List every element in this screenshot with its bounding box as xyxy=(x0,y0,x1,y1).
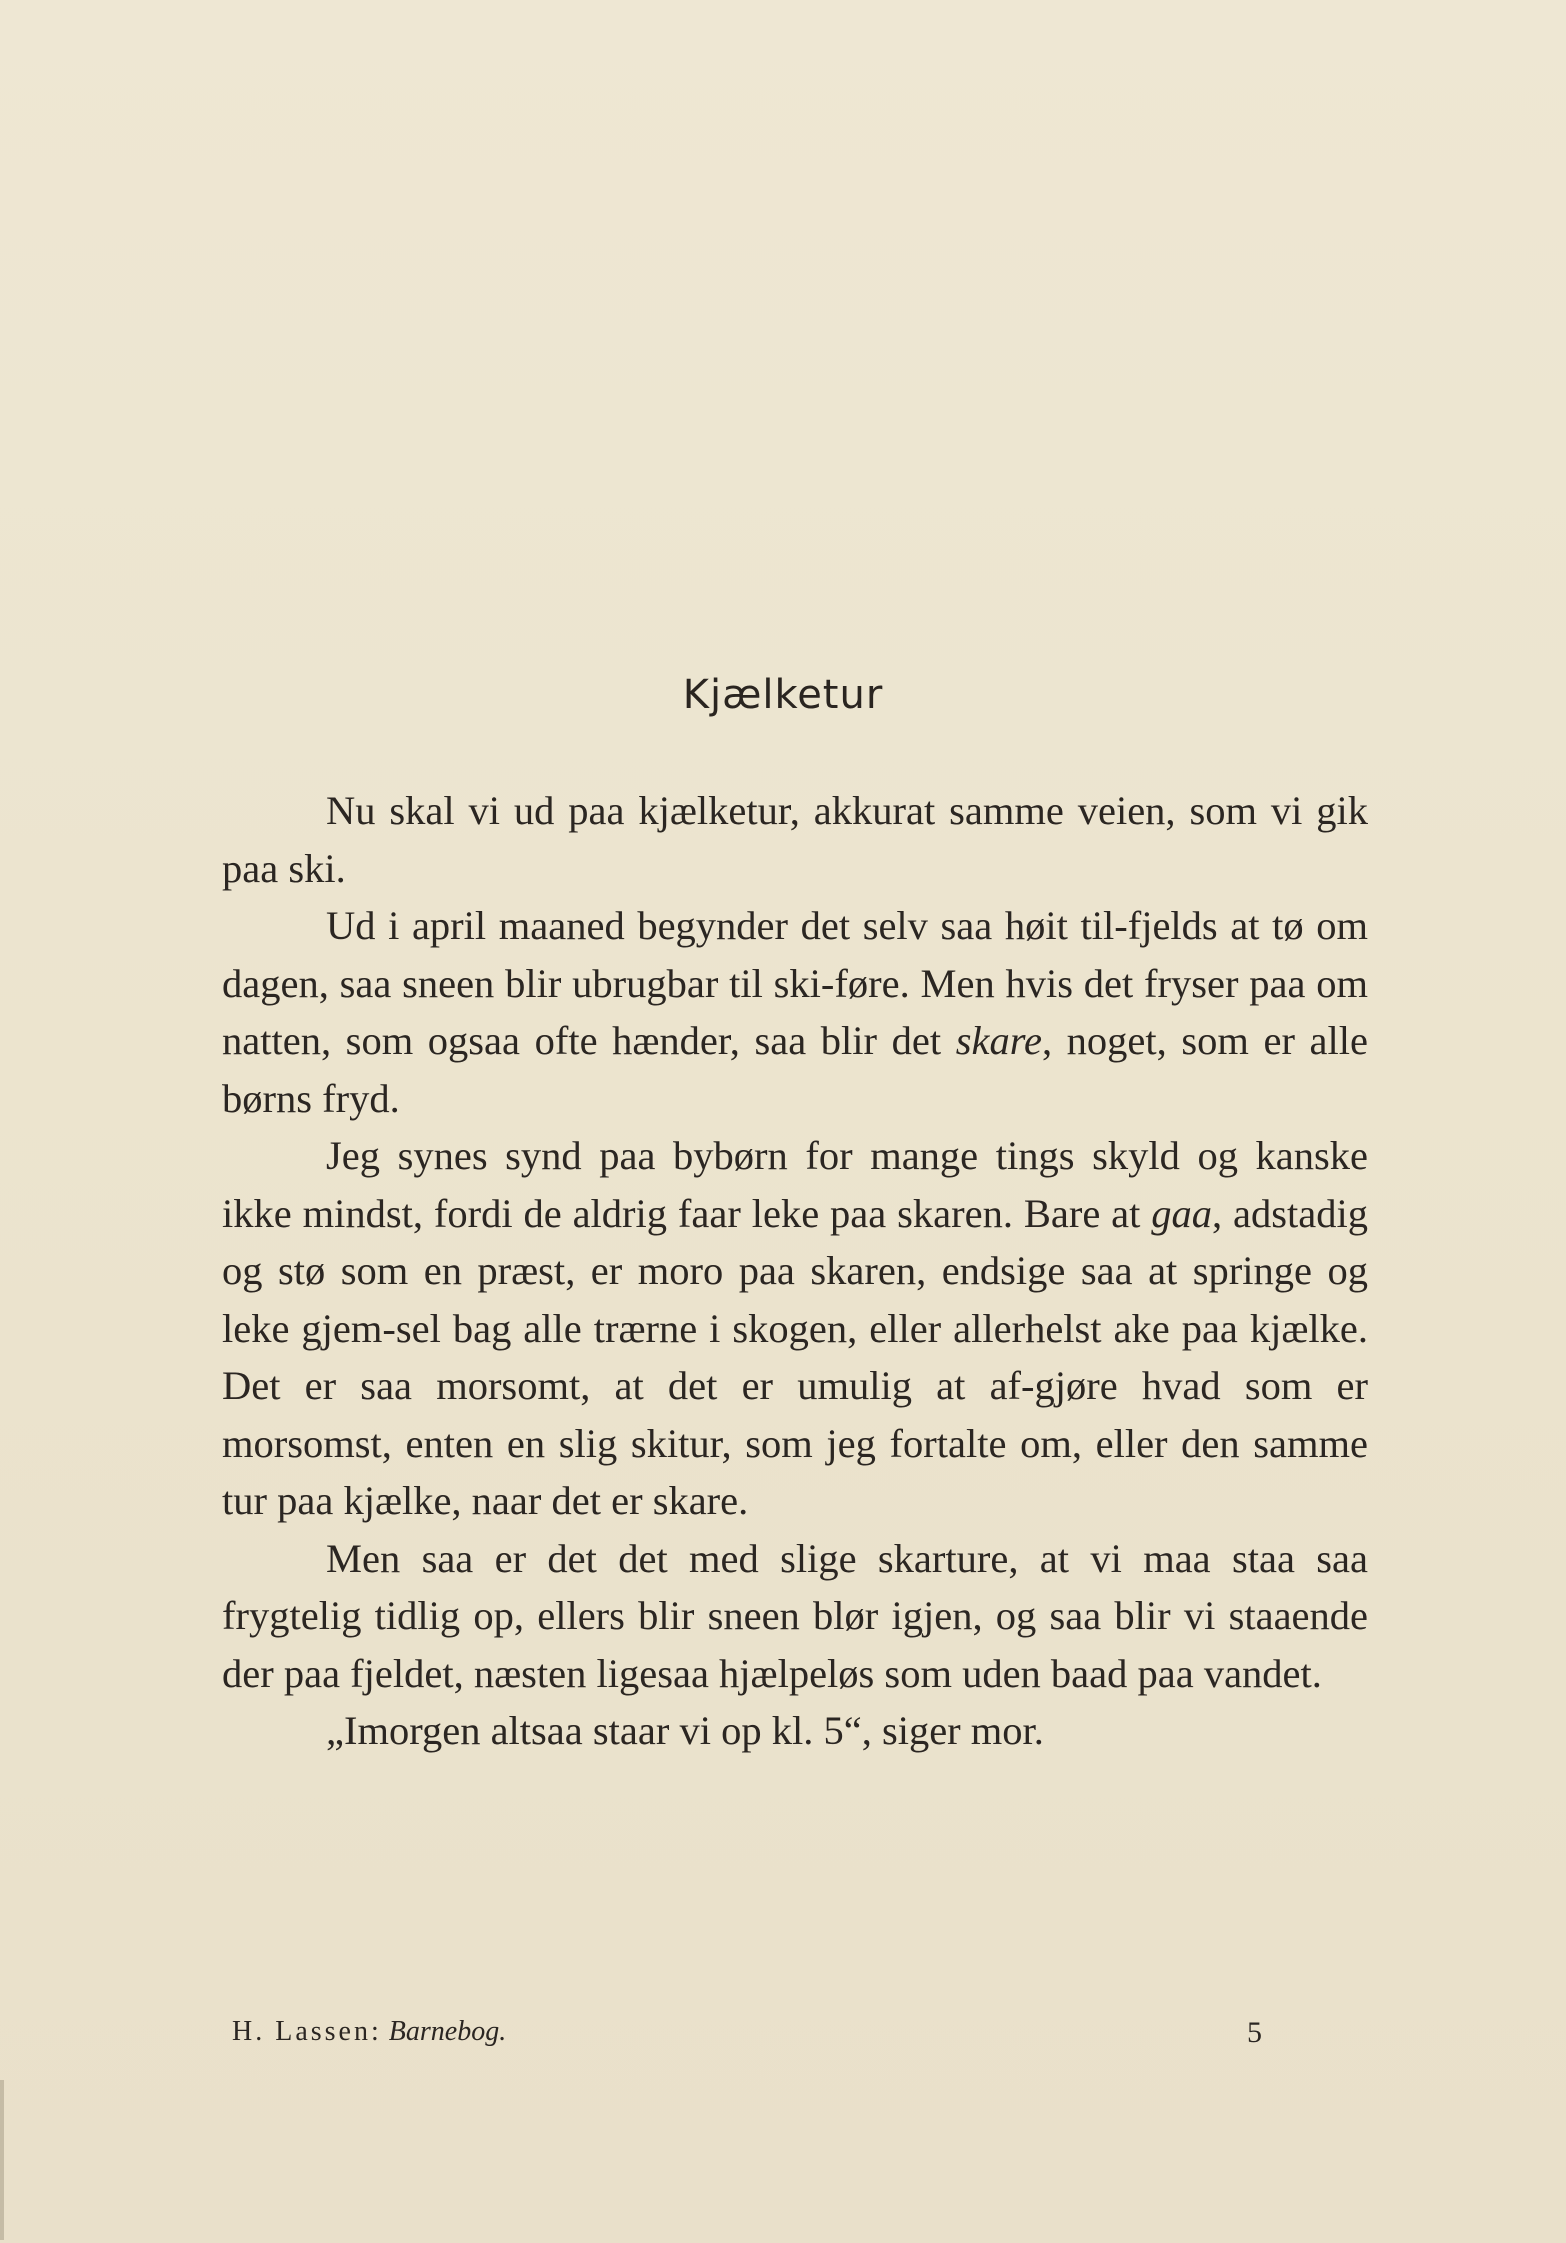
body-text xyxy=(222,782,1368,1760)
emphasis: gaa xyxy=(1151,1190,1213,1236)
footer-author: H. Lassen: xyxy=(232,2016,382,2047)
chapter-heading: Kjælketur xyxy=(682,672,884,718)
paragraph-2: Ud i april maaned begynder det selv saa høit til-fjelds at tø om dagen, saa sneen blir ubrugbar til ski-føre. Men hvis det fryser paa om natten, som ogsaa ofte hænder, saa blir det skare, noget, som er alle børns fryd. xyxy=(222,903,1368,1121)
paragraph-4: Men saa er det det med slige skarture, at vi maa staa saa frygtelig tidlig op, ellers blir sneen blør igjen, og saa blir vi staaende der paa fjeldet, næsten ligesaa hjælpeløs som uden baad paa vandet. xyxy=(222,1535,1368,1696)
page-footer xyxy=(232,2016,1262,2048)
footer-title: Barnebog. xyxy=(388,2016,507,2047)
paragraph-5: „Imorgen altsaa staar vi op kl. 5“, siger mor. xyxy=(326,1708,1044,1753)
signature-mark: 5 xyxy=(1247,2016,1262,2049)
page-edge-shadow xyxy=(0,2080,4,2240)
paragraph-3: Jeg synes synd paa bybørn for mange tings skyld og kanske ikke mindst, fordi de aldrig faar leke paa skaren. Bare at gaa, adstadig og stø som en præst, er moro paa skaren, endsige saa at springe og leke gjem-sel bag alle trærne i skogen, eller allerhelst ake paa kjælke. Det er saa morsomt, at det er umulig at af-gjøre hvad som er morsomst, enten en slig skitur, som jeg fortalte om, eller den samme tur paa kjælke, naar det er skare. xyxy=(222,1133,1369,1523)
emphasis: skare xyxy=(955,1018,1042,1063)
paragraph-1: Nu skal vi ud paa kjælketur, akkurat samme veien, som vi gik paa ski. xyxy=(222,788,1368,891)
